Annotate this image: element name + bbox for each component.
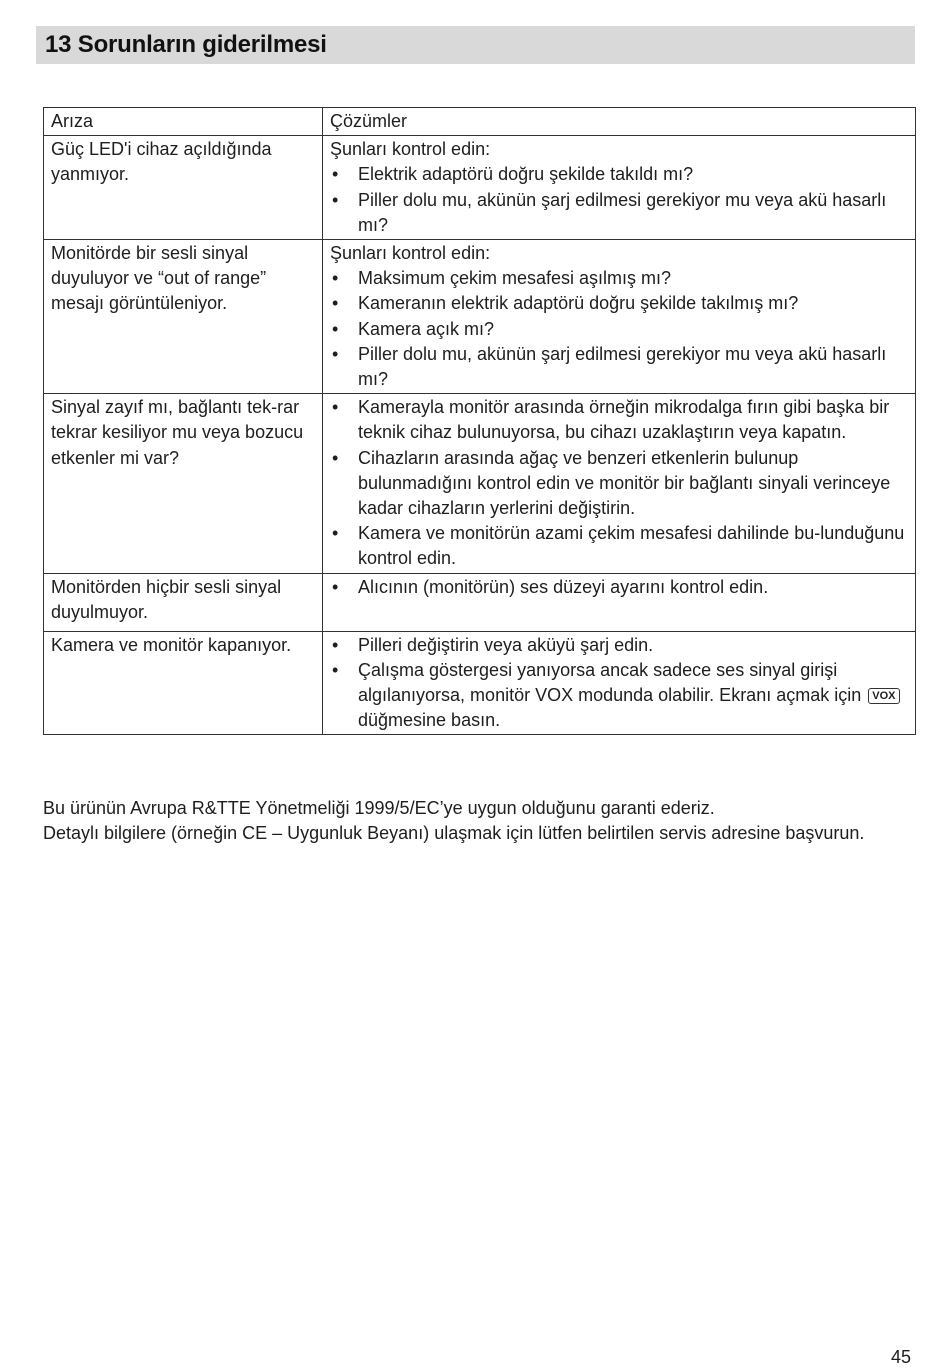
solution-item: • Maksimum çekim mesafesi aşılmış mı? — [330, 266, 909, 291]
section-heading-bar — [36, 26, 915, 64]
solution-text: düğmesine basın. — [358, 710, 501, 731]
fault-cell: Kamera ve monitör kapanıyor. — [44, 631, 323, 735]
table-row — [44, 573, 916, 631]
solution-item: • Kamerayla monitör arasında örneğin mikrodalga fırın gibi başka bir teknik cihaz bulunuyorsa, bu cihazı uzaklaştırın veya kapatın. — [330, 395, 909, 445]
fault-cell: Güç LED'i cihaz açıldığında yanmıyor. — [44, 136, 323, 240]
table-row — [44, 136, 916, 240]
solution-item: • Kamera açık mı? — [330, 317, 909, 342]
solution-cell — [323, 240, 916, 394]
header-fault: Arıza — [44, 108, 323, 136]
header-solutions: Çözümler — [323, 108, 916, 136]
solution-intro: Şunları kontrol edin: — [330, 243, 491, 264]
solution-item: • Piller dolu mu, akünün şarj edilmesi gerekiyor mu veya akü hasarlı mı? — [330, 342, 909, 392]
section-heading: 13 Sorunların giderilmesi — [45, 31, 327, 58]
table-row — [44, 240, 916, 394]
solution-cell — [323, 136, 916, 240]
conformity-line: Detaylı bilgilere (örneğin CE – Uygunluk Beyanı) ulaşmak için lütfen belirtilen servis adresine başvurun. — [43, 823, 865, 844]
table-row — [44, 631, 916, 735]
solution-text: Çalışma göstergesi yanıyorsa ancak sadece ses sinyal girişi algılanıyorsa, monitör VOX modunda olabilir. Ekranı açmak için — [358, 659, 862, 706]
conformity-note — [43, 796, 913, 846]
page-number: 45 — [890, 1347, 911, 1367]
solution-item: • Cihazların arasında ağaç ve benzeri etkenlerin bulunup bulunmadığını kontrol edin ve monitör bir bağlantı sinyali verinceye kadar cihazların yerlerini değiştirin. — [330, 446, 909, 522]
solution-item: • Pilleri değiştirin veya aküyü şarj edin. — [330, 633, 909, 658]
solution-list — [330, 266, 909, 392]
vox-key-icon: VOX — [868, 688, 899, 704]
solution-list — [330, 575, 909, 600]
solution-cell — [323, 394, 916, 573]
table-row — [44, 394, 916, 573]
fault-cell: Monitörden hiçbir sesli sinyal duyulmuyor. — [44, 573, 323, 631]
solution-intro: Şunları kontrol edin: — [330, 139, 491, 160]
solution-list — [330, 162, 909, 238]
solution-item: • Kamera ve monitörün azami çekim mesafesi dahilinde bu-lunduğunu kontrol edin. — [330, 521, 909, 571]
troubleshooting-table — [43, 107, 916, 735]
solution-item: • Elektrik adaptörü doğru şekilde takıldı mı? — [330, 162, 909, 187]
solution-item: • Piller dolu mu, akünün şarj edilmesi gerekiyor mu veya akü hasarlı mı? — [330, 188, 909, 238]
solution-item — [330, 658, 909, 734]
solution-list — [330, 633, 909, 734]
table-header-row — [44, 108, 916, 136]
solution-cell — [323, 573, 916, 631]
conformity-line: Bu ürünün Avrupa R&TTE Yönetmeliği 1999/5/EC’ye uygun olduğunu garanti ederiz. — [43, 798, 715, 818]
solution-cell — [323, 631, 916, 735]
fault-cell: Sinyal zayıf mı, bağlantı tek-rar tekrar kesiliyor mu veya bozucu etkenler mi var? — [44, 394, 323, 573]
fault-cell: Monitörde bir sesli sinyal duyuluyor ve “out of range” mesajı görüntüleniyor. — [44, 240, 323, 394]
solution-list — [330, 395, 909, 571]
solution-item: • Alıcının (monitörün) ses düzeyi ayarını kontrol edin. — [330, 575, 909, 600]
solution-item: • Kameranın elektrik adaptörü doğru şekilde takılmış mı? — [330, 291, 909, 316]
